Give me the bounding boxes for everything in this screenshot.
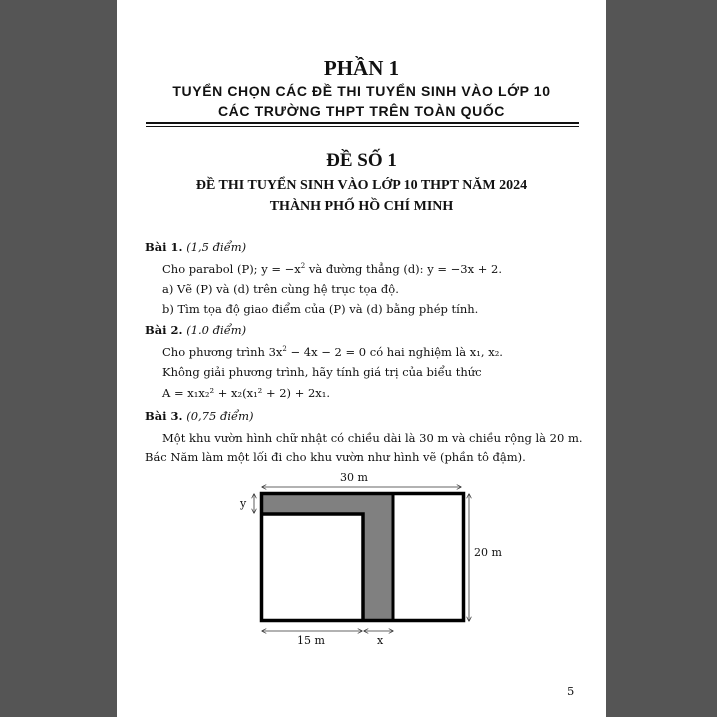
page-number: 5 — [567, 684, 575, 698]
part-title: PHẦN 1 — [323, 56, 400, 80]
problem-1-line-b: b) Tìm tọa độ giao điểm của (P) và (d) bằng phép tính. — [162, 302, 479, 316]
exam-subtitle-line-1: ĐỀ THI TUYỂN SINH VÀO LỚP 10 THPT NĂM 2024 — [195, 178, 528, 193]
garden-width-label: 15 m — [297, 634, 325, 647]
problem-3-line-1: Một khu vườn hình chữ nhật có chiều dài là 30 m và chiều rộng là 20 m. — [162, 431, 583, 445]
garden-inner-rect — [262, 514, 364, 620]
exam-title: ĐỀ SỐ 1 — [326, 150, 397, 171]
problem-2-heading: Bài 2. (1.0 điểm) — [145, 323, 247, 337]
part-subtitle-line-1: TUYỂN CHỌN CÁC ĐỀ THI TUYỂN SINH VÀO LỚP 10 — [172, 83, 551, 99]
problem-3-heading: Bài 3. (0,75 điểm) — [145, 409, 254, 423]
problem-1-line-a: a) Vẽ (P) và (d) trên cùng hệ trục tọa độ. — [162, 282, 399, 296]
part-subtitle-line-2: CÁC TRƯỜNG THPT TRÊN TOÀN QUỐC — [217, 103, 506, 119]
problem-1-heading: Bài 1. (1,5 điểm) — [145, 240, 247, 254]
garden-figure — [117, 0, 606, 717]
x-label: x — [377, 634, 384, 647]
problem-2-formula: A = x₁x₂² + x₂(x₁² + 2) + 2x₁. — [162, 386, 331, 400]
problem-2-line-2: Không giải phương trình, hãy tính giá trị của biểu thức — [162, 365, 482, 379]
document-page — [117, 0, 606, 717]
exam-subtitle-line-2: THÀNH PHỐ HỒ CHÍ MINH — [269, 199, 454, 214]
length-label: 30 m — [340, 471, 368, 484]
problem-3-line-2: Bác Năm làm một lối đi cho khu vườn như hình vẽ (phần tô đậm). — [145, 450, 526, 464]
width-label: 20 m — [474, 546, 502, 559]
problem-1-line-1: Cho parabol (P); $y = -x^2$ và đường thẳng (d): y = −3x + 2. — [162, 262, 503, 276]
problem-2-line-1: Cho phương trình $3x^2 - 4x - 2 = 0$ có hai nghiệm là x₁, x₂. — [162, 345, 503, 359]
path-vertical — [363, 494, 393, 621]
y-label: y — [240, 497, 247, 510]
